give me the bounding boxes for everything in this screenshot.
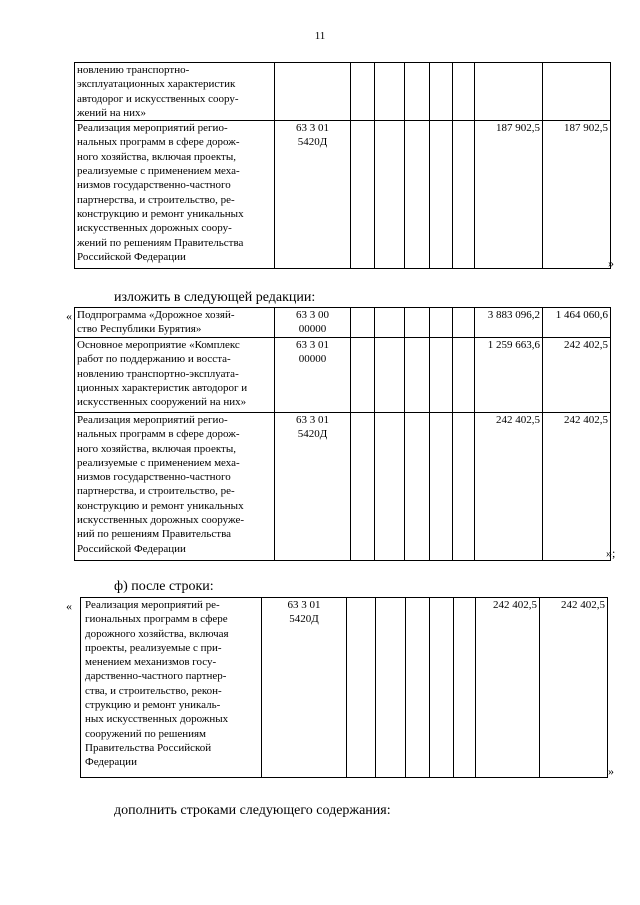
row-value-1 <box>475 63 543 121</box>
row-value-2 <box>543 63 611 121</box>
close-quote: » <box>608 764 614 778</box>
row-code: 63 3 01 5420Д <box>275 413 351 561</box>
table-row <box>75 413 611 561</box>
row-value-1: 242 402,5 <box>475 413 543 561</box>
row-value-1: 3 883 096,2 <box>475 308 543 338</box>
budget-table-2 <box>74 307 611 561</box>
open-quote: « <box>66 309 72 323</box>
row-name: Реализация мероприятий регио- нальных программ в сфере дорож- ного хозяйства, включая проекты, реализуемые с применением меха- низмов государственно-частного партнерства, и строительство, ре- конструкцию и ремонт уникальных искусственных дорожных соору- жений по решениям Правительства Российской Федерации <box>75 121 275 269</box>
open-quote: « <box>66 599 72 613</box>
row-value-2: 1 464 060,6 <box>543 308 611 338</box>
row-value-1: 187 902,5 <box>475 121 543 269</box>
table-row <box>75 338 611 413</box>
row-name: Подпрограмма «Дорожное хозяй- ство Республики Бурятия» <box>75 308 275 338</box>
table-row <box>81 598 608 778</box>
row-value-2: 242 402,5 <box>540 598 608 778</box>
budget-table-1 <box>74 62 611 269</box>
row-value-2: 242 402,5 <box>543 413 611 561</box>
section-heading: ф) после строки: <box>114 579 214 594</box>
row-value-2: 187 902,5 <box>543 121 611 269</box>
section-heading: дополнить строками следующего содержания: <box>114 803 391 818</box>
row-name: Реализация мероприятий регио- нальных программ в сфере дорож- ного хозяйства, включая проекты, реализуемые с применением меха- низмов государственно-частного партнерства, и строительство, ре- конструкцию и ремонт уникальных искусственных дорожных сооруже- ний по решениям Правительства Российской Федерации <box>75 413 275 561</box>
row-value-1: 242 402,5 <box>476 598 540 778</box>
row-code: 63 3 00 00000 <box>275 308 351 338</box>
table-row <box>75 63 611 121</box>
row-code: 63 3 01 5420Д <box>275 121 351 269</box>
row-code <box>275 63 351 121</box>
row-code: 63 3 01 5420Д <box>262 598 347 778</box>
budget-table-3 <box>80 597 608 778</box>
row-value-2: 242 402,5 <box>543 338 611 413</box>
table-row <box>75 121 611 269</box>
row-value-1: 1 259 663,6 <box>475 338 543 413</box>
row-name: Реализация мероприятий ре- гиональных программ в сфере дорожного хозяйства, включая проекты, реализуемые с при- менением механизмов госу- дарственно-частного партнер- ства, и строительство, рекон- струкцию и ремонт уникаль- ных искусственных дорожных сооружений по решениям Правительства Российской Федерации <box>81 598 262 778</box>
page-number: 11 <box>314 30 326 42</box>
row-name: Основное мероприятие «Комплекс работ по поддержанию и восста- новлению транспортно-эксплуата- ционных характеристик автодорог и искусственных сооружений на них» <box>75 338 275 413</box>
section-heading: изложить в следующей редакции: <box>114 290 316 305</box>
row-name: новлению транспортно- эксплуатационных характеристик автодорог и искусственных соору- жений на них» <box>75 63 275 121</box>
row-code: 63 3 01 00000 <box>275 338 351 413</box>
close-quote: » <box>608 256 614 270</box>
table-row <box>75 308 611 338</box>
close-quote: »; <box>606 546 616 560</box>
